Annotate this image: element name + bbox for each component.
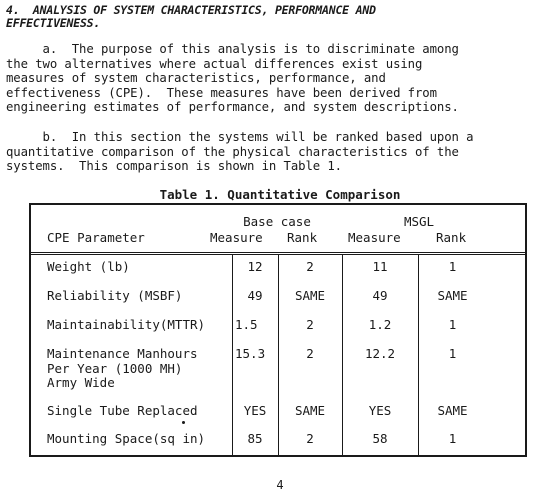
column-header-msgl-measure: Measure <box>348 230 401 245</box>
table-cell-msgl-measure: YES <box>368 403 392 418</box>
table-cell-msgl-rank: 1 <box>448 431 457 446</box>
table-cell-base-measure: 12 <box>247 259 263 274</box>
table-cell-parameter: Maintenance Manhours Per Year (1000 MH) Army Wide <box>47 346 198 390</box>
table-cell-msgl-rank: SAME <box>437 403 468 418</box>
table-cell-base-measure: 85 <box>247 431 263 446</box>
table-cell-parameter: Weight (lb) <box>47 259 130 274</box>
table-cell-base-rank: SAME <box>294 288 326 303</box>
table-cell-parameter: Single Tube Replaced <box>47 403 198 418</box>
column-header-parameter: CPE Parameter <box>47 230 145 245</box>
table-cell-msgl-measure: 12.2 <box>364 346 396 361</box>
table-cell-base-measure: YES <box>243 403 267 418</box>
table-cell-base-rank: 2 <box>306 346 314 361</box>
table-cell-base-rank: 2 <box>306 431 314 446</box>
table-cell-msgl-measure: 49 <box>372 288 388 303</box>
table-cell-msgl-measure: 58 <box>372 431 388 446</box>
table-cell-parameter: Mounting Space(sq in) <box>47 431 206 446</box>
comparison-table <box>29 203 527 457</box>
table-cell-base-rank: SAME <box>294 403 326 418</box>
table-cell-msgl-measure: 11 <box>372 259 388 274</box>
section-heading: 4. ANALYSIS OF SYSTEM CHARACTERISTICS, PERFORMANCE AND EFFECTIVENESS. <box>6 3 376 30</box>
table-cell-base-measure: 1.5 <box>235 317 258 332</box>
group-header-base-case: Base case <box>243 214 311 229</box>
page-number: 4 <box>276 478 284 492</box>
table-cell-parameter: Reliability (MSBF) <box>47 288 183 303</box>
table-cell-msgl-rank: SAME <box>437 288 468 303</box>
table-cell-base-rank: 2 <box>306 317 314 332</box>
table-cell-parameter: Maintainability(MTTR) <box>47 317 206 332</box>
column-header-base-rank: Rank <box>287 230 318 245</box>
column-divider <box>232 254 233 455</box>
table-cell-msgl-rank: 1 <box>448 259 457 274</box>
table-cell-msgl-rank: 1 <box>448 317 457 332</box>
stray-ink-mark <box>182 421 185 424</box>
column-header-base-measure: Measure <box>210 230 263 245</box>
column-header-msgl-rank: Rank <box>436 230 467 245</box>
group-header-msgl: MSGL <box>403 214 435 229</box>
table-cell-msgl-measure: 1.2 <box>368 317 392 332</box>
table-cell-msgl-rank: 1 <box>448 346 457 361</box>
table-title: Table 1. Quantitative Comparison <box>159 187 401 202</box>
table-cell-base-rank: 2 <box>306 259 314 274</box>
paragraph-b: b. In this section the systems will be ranked based upon a quantitative comparison of the physical characteristics of the systems. This comparison is shown in Table 1. <box>6 130 474 173</box>
table-cell-base-measure: 49 <box>247 288 263 303</box>
table-cell-base-measure: 15.3 <box>235 346 266 361</box>
paragraph-a: a. The purpose of this analysis is to discriminate among the two alternatives where actual differences exist using measures of system characteristics, performance, and effectiveness (CPE). These measures have been derived from engineering estimates of performance, and system descriptions. <box>6 42 459 114</box>
